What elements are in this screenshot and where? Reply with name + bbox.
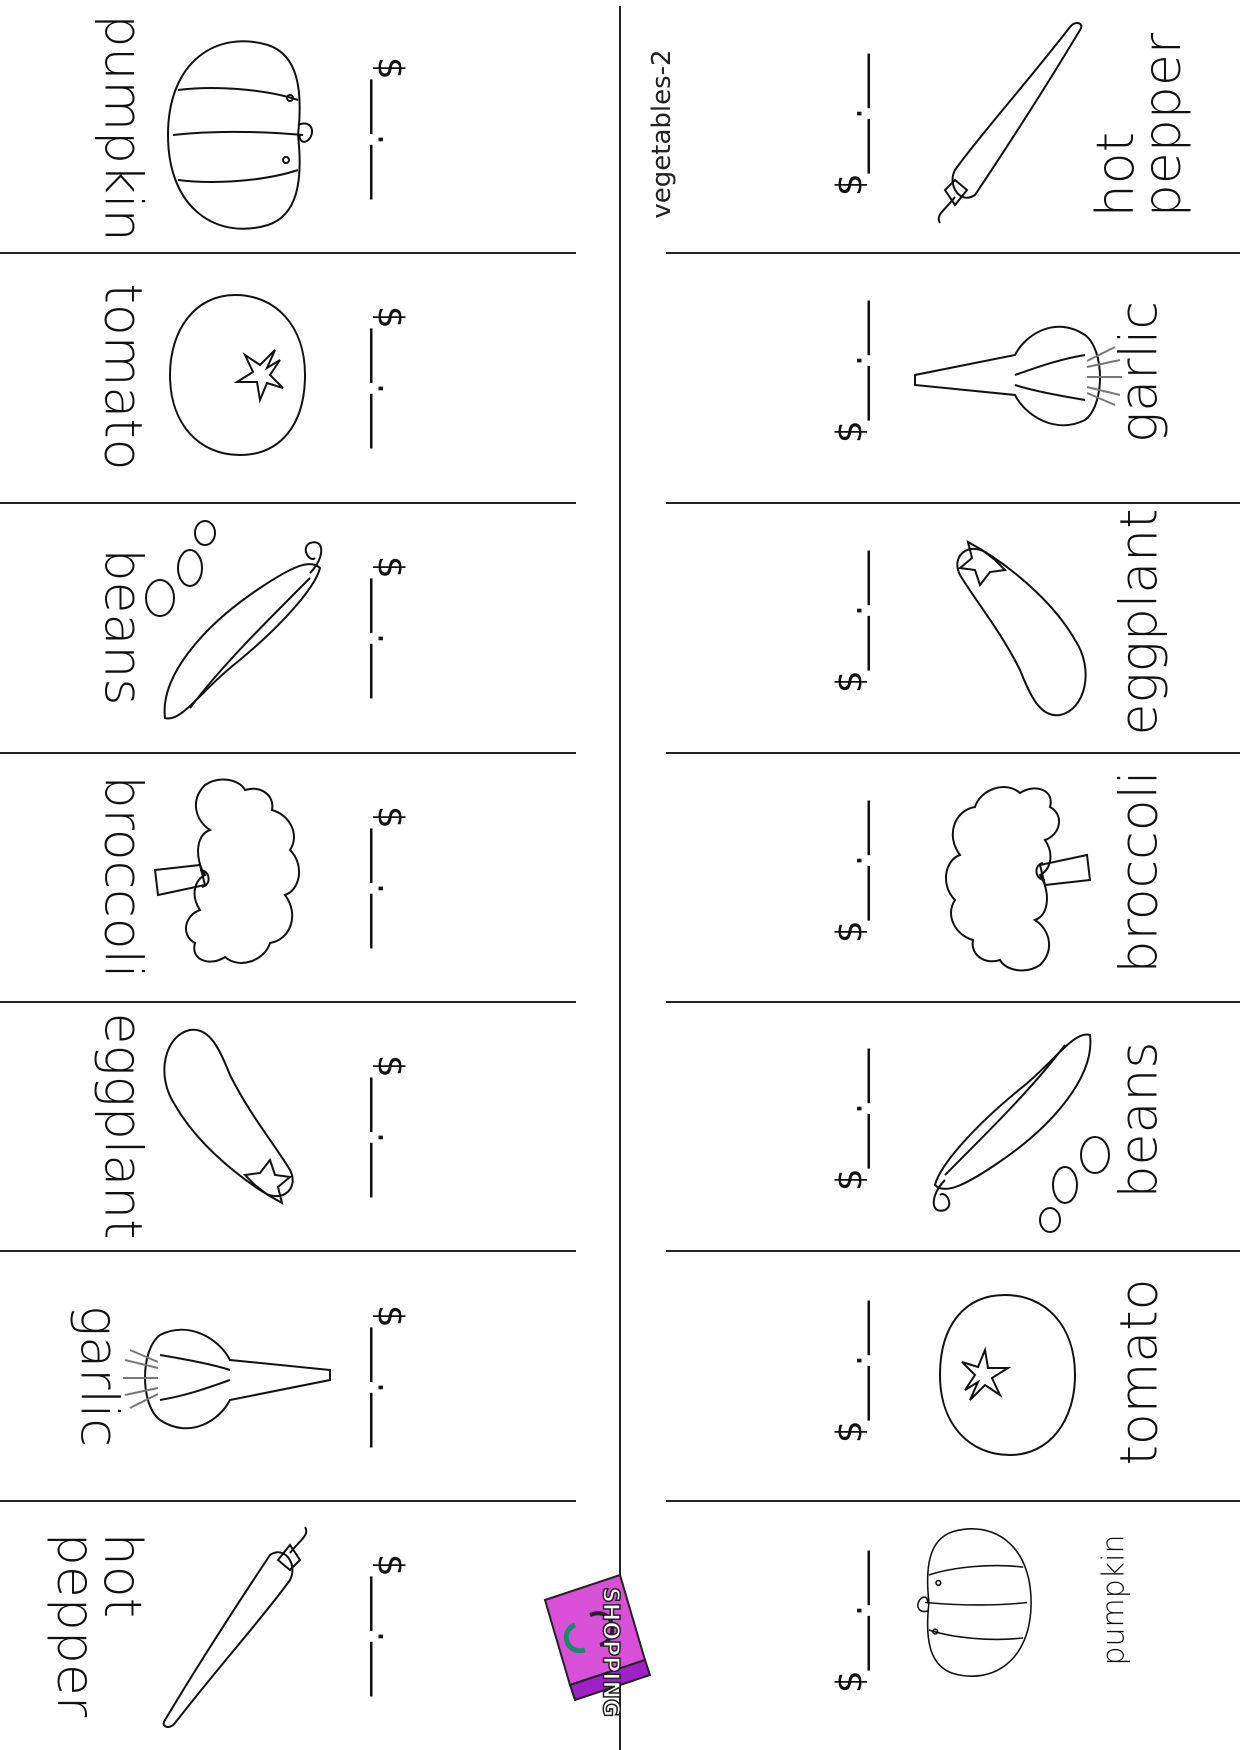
price-field[interactable]: $___.___ (369, 1054, 411, 1198)
item-label: garlic (1109, 301, 1170, 443)
eggplant-icon (160, 1025, 305, 1210)
left-divider (0, 1001, 576, 1003)
right-divider (666, 1500, 1240, 1502)
pumpkin-icon (158, 30, 308, 240)
item-label: garlic (68, 1305, 129, 1447)
item-label: broccoli (1109, 770, 1170, 974)
garlic-icon (120, 1320, 335, 1435)
left-divider (0, 1250, 576, 1252)
price-field[interactable]: $___.___ (369, 305, 411, 449)
logo-text: SHOPPING (597, 1587, 623, 1717)
price-field[interactable]: $___.___ (369, 1304, 411, 1448)
pumpkin-icon (920, 1520, 1040, 1685)
item-label: tomato (92, 283, 153, 471)
center-divider (619, 6, 621, 1750)
price-field[interactable]: $___.___ (829, 1048, 871, 1192)
price-field[interactable]: $___.___ (829, 550, 871, 694)
item-label: hot pepper (1086, 32, 1193, 218)
item-label: eggplant (92, 1012, 153, 1240)
right-divider (666, 502, 1240, 504)
eggplant-icon (945, 535, 1090, 720)
left-divider (0, 252, 576, 254)
sheet-title: vegetables-2 (647, 49, 677, 219)
left-divider (0, 1500, 576, 1502)
right-divider (666, 752, 1240, 754)
shopping-bag-logo (540, 1570, 652, 1740)
item-label: hot pepper (45, 1532, 152, 1718)
item-label: eggplant (1109, 508, 1170, 736)
item-label: beans (92, 548, 153, 706)
hot-pepper-icon (925, 20, 1095, 225)
price-field[interactable]: $___.___ (829, 53, 871, 197)
item-label: broccoli (92, 775, 153, 979)
hot-pepper-icon (150, 1525, 320, 1730)
broccoli-icon (940, 780, 1095, 975)
price-field[interactable]: $___.___ (829, 800, 871, 944)
price-field[interactable]: $___.___ (369, 56, 411, 200)
item-label: tomato (1109, 1278, 1170, 1466)
price-field[interactable]: $___.___ (369, 555, 411, 699)
price-field[interactable]: $___.___ (369, 805, 411, 949)
price-field[interactable]: $___.___ (829, 300, 871, 444)
left-divider (0, 502, 576, 504)
left-divider (0, 752, 576, 754)
price-field[interactable]: $___.___ (369, 1553, 411, 1697)
item-label: pumpkin (1096, 1534, 1132, 1666)
tomato-icon (165, 290, 310, 460)
garlic-icon (910, 320, 1125, 435)
price-field[interactable]: $___.___ (829, 1550, 871, 1694)
beans-icon (925, 1025, 1115, 1235)
item-label: pumpkin (92, 14, 153, 242)
item-label: beans (1109, 1041, 1170, 1199)
broccoli-icon (150, 775, 305, 970)
tomato-icon (935, 1290, 1080, 1460)
beans-icon (140, 518, 330, 728)
price-field[interactable]: $___.___ (829, 1300, 871, 1444)
right-divider (666, 1250, 1240, 1252)
right-divider (666, 1001, 1240, 1003)
right-divider (666, 252, 1240, 254)
